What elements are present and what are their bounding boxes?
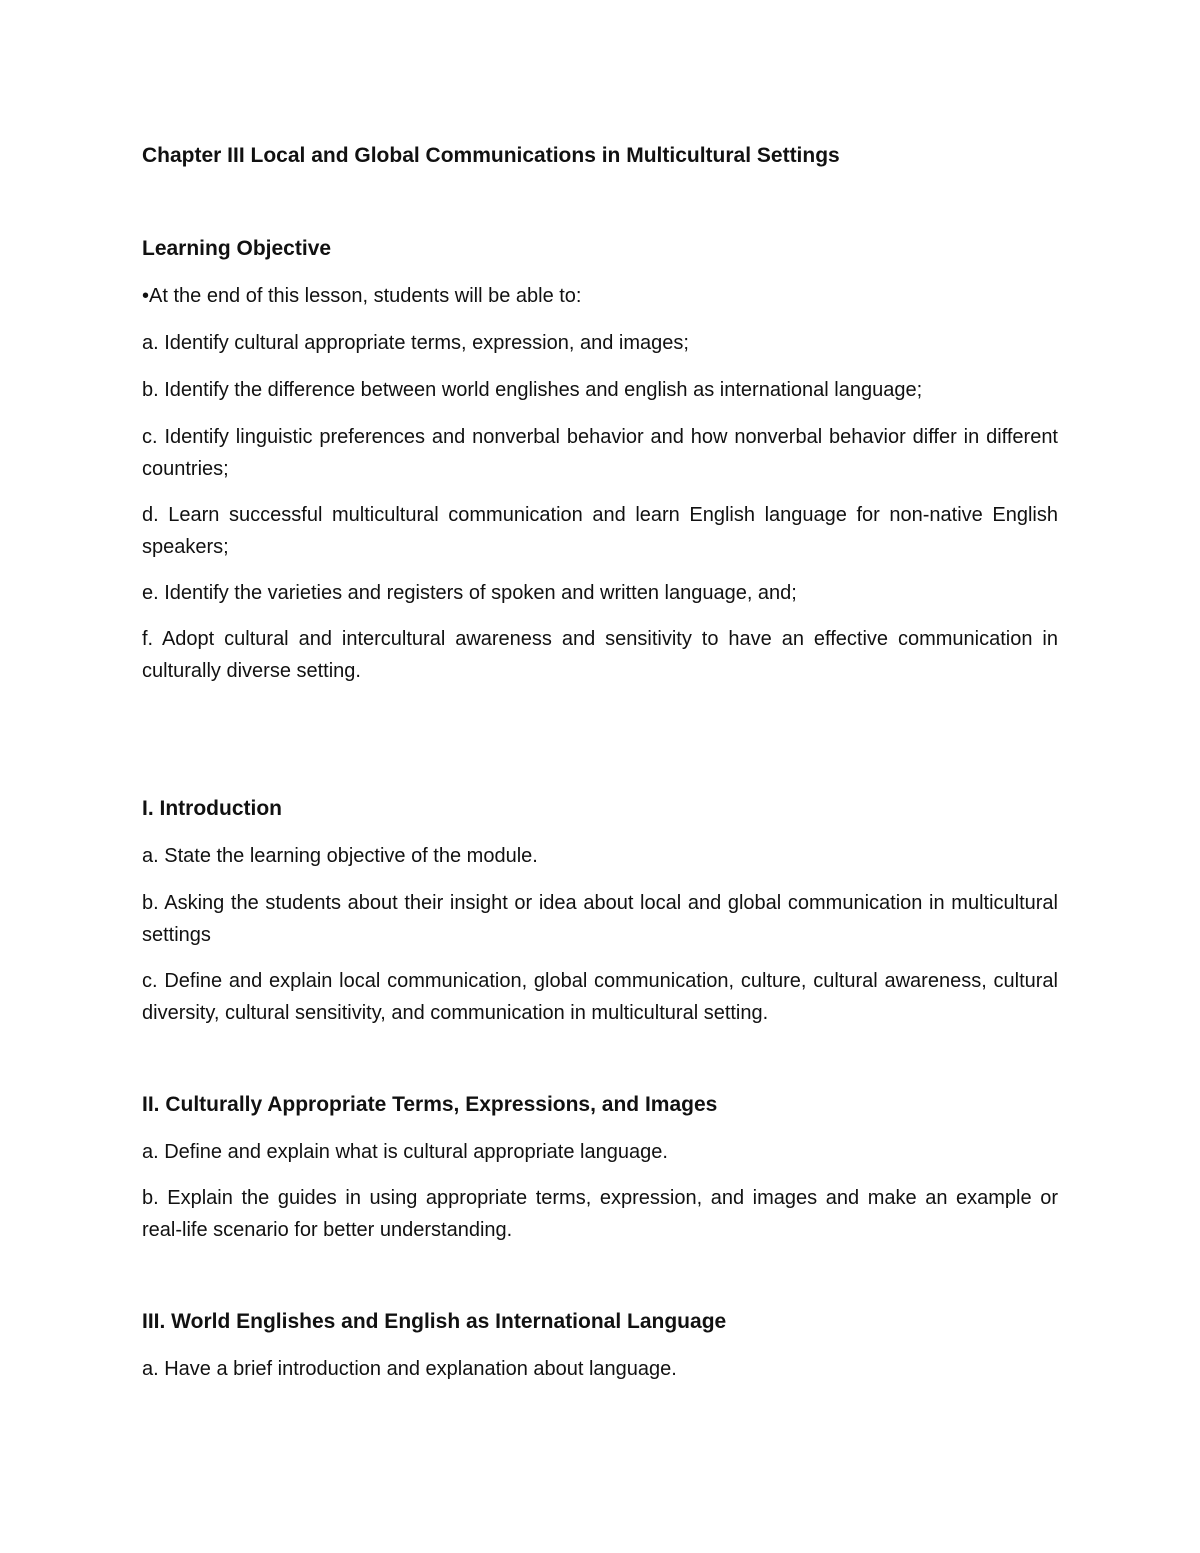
document-title: Chapter III Local and Global Communications in Multicultural Settings (142, 144, 840, 167)
introduction-item-b: b. Asking the students about their insight or idea about local and global communication in multicultural settings (142, 892, 1058, 946)
objective-intro: •At the end of this lesson, students will be able to: (142, 285, 582, 307)
introduction-item-c: c. Define and explain local communication, global communication, culture, cultural awareness, cultural diversity, cultural sensitivity, and communication in multicultural setting. (142, 970, 1058, 1024)
learning-objective-heading: Learning Objective (142, 237, 332, 260)
section-culturally-appropriate-heading: II. Culturally Appropriate Terms, Expressions, and Images (142, 1093, 718, 1116)
section-introduction-heading: I. Introduction (142, 797, 282, 820)
culturally-appropriate-item-b: b. Explain the guides in using appropriate terms, expression, and images and make an example or real-life scenario for better understanding. (142, 1187, 1058, 1241)
objective-item-f: f. Adopt cultural and intercultural awareness and sensitivity to have an effective communication in culturally diverse setting. (142, 628, 1058, 682)
objective-item-a: a. Identify cultural appropriate terms, expression, and images; (142, 332, 689, 354)
objective-item-e: e. Identify the varieties and registers of spoken and written language, and; (142, 582, 797, 604)
objective-item-b: b. Identify the difference between world englishes and english as international language; (142, 379, 923, 401)
world-englishes-item-a: a. Have a brief introduction and explanation about language. (142, 1358, 677, 1380)
objective-item-c: c. Identify linguistic preferences and nonverbal behavior and how nonverbal behavior differ in different countries; (142, 426, 1058, 480)
section-world-englishes-heading: III. World Englishes and English as International Language (142, 1310, 727, 1333)
culturally-appropriate-item-a: a. Define and explain what is cultural appropriate language. (142, 1141, 668, 1163)
introduction-item-a: a. State the learning objective of the module. (142, 845, 538, 867)
objective-item-d: d. Learn successful multicultural communication and learn English language for non-native English speakers; (142, 504, 1058, 558)
